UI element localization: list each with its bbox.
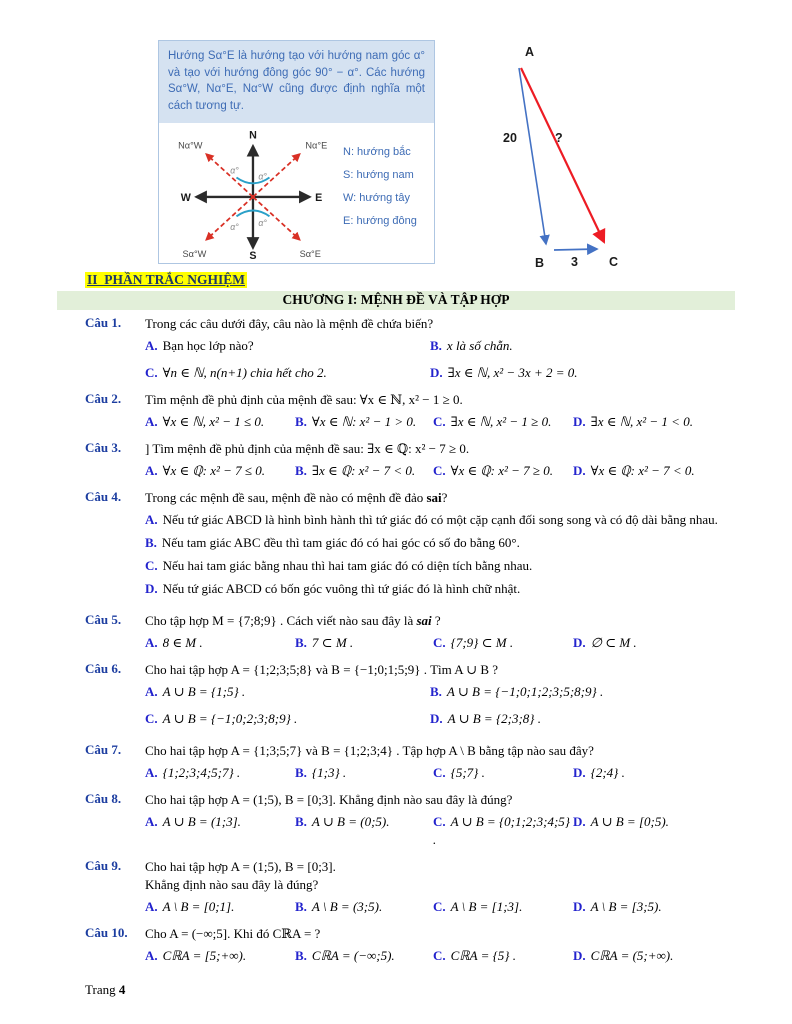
option-label: A.	[145, 948, 158, 963]
question-text-pre: Cho tập hợp M = {7;8;9} . Cách viết nào sau đây là	[145, 613, 417, 628]
option-text: Nếu tứ giác ABCD là hình bình hành thì tứ giác đó có một cặp cạnh đối song song và có độ dài bằng nhau.	[162, 512, 718, 527]
compass-rose-diagram	[161, 127, 343, 261]
legend-east: E: hướng đông	[343, 214, 417, 227]
question-text	[145, 489, 735, 507]
west-label: W	[180, 191, 191, 204]
footer-label: Trang	[85, 982, 116, 997]
option-a	[145, 413, 295, 431]
part-title: II_PHẦN TRẮC NGHIỆM	[87, 272, 246, 287]
question-text-emphasis: sai	[426, 490, 442, 505]
option-a	[145, 511, 735, 529]
option-text: {1;3} .	[311, 765, 347, 780]
question-2	[85, 391, 735, 431]
triangle-diagram	[475, 36, 655, 271]
option-d	[573, 413, 735, 431]
alpha-label-top-right: α°	[258, 171, 267, 182]
question-text-emphasis: sai	[416, 613, 432, 628]
option-label: D.	[430, 365, 443, 380]
chapter-title: CHƯƠNG I: MỆNH ĐỀ VÀ TẬP HỢP	[57, 291, 735, 310]
triangle-figure	[475, 36, 655, 275]
option-d	[145, 580, 735, 598]
option-label: D.	[430, 711, 443, 726]
option-label: B.	[295, 948, 307, 963]
option-text: ∃x ∈ ℚ: x² − 7 < 0.	[311, 463, 416, 478]
option-label: A.	[145, 512, 158, 527]
option-label: C.	[433, 765, 446, 780]
question-text: Tìm mệnh đề phủ định của mệnh đề sau: ∀x ∈ ℕ, x² − 1 ≥ 0.	[145, 392, 463, 407]
option-text: A \ B = [1;3].	[450, 899, 523, 914]
southwest-label: Sα°W	[182, 248, 207, 259]
question-number: Câu 3.	[85, 440, 122, 455]
option-text: A ∪ B = {−1;0;2;3;8;9} .	[162, 711, 298, 726]
option-label: B.	[430, 338, 442, 353]
option-label: C.	[433, 948, 446, 963]
compass-legend	[343, 127, 417, 233]
options	[145, 683, 735, 728]
option-label: B.	[295, 899, 307, 914]
option-text: 7 ⊂ M .	[311, 635, 354, 650]
option-text: A ∪ B = {1;5} .	[162, 684, 246, 699]
option-a	[145, 337, 430, 355]
question-number: Câu 8.	[85, 791, 122, 806]
question-4	[85, 489, 735, 603]
option-label: C.	[433, 414, 446, 429]
legend-south: S: hướng nam	[343, 168, 414, 181]
option-label: A.	[145, 765, 158, 780]
option-d	[573, 634, 735, 652]
alpha-label-top-left: α°	[230, 165, 239, 176]
option-text: CℝA = [5;+∞).	[162, 948, 247, 963]
northwest-label: Nα°W	[178, 140, 203, 151]
southeast-label: Sα°E	[299, 248, 321, 259]
option-c	[145, 364, 430, 382]
question-number: Câu 10.	[85, 925, 128, 940]
option-d	[430, 364, 735, 382]
options	[145, 511, 735, 598]
option-text: ∀x ∈ ℚ: x² − 7 < 0.	[590, 463, 695, 478]
option-text: ∃x ∈ ℕ, x² − 1 < 0.	[590, 414, 693, 429]
option-text: Nếu hai tam giác bằng nhau thì hai tam giác đó có diện tích bằng nhau.	[162, 558, 533, 573]
option-label: A.	[145, 899, 158, 914]
option-d	[573, 462, 735, 480]
question-number: Câu 4.	[85, 489, 122, 504]
side-bc-length-label: 3	[571, 255, 578, 269]
option-label: B.	[145, 535, 157, 550]
option-label: D.	[573, 463, 586, 478]
direction-info-box	[158, 40, 435, 264]
option-label: D.	[145, 581, 158, 596]
question-7	[85, 742, 735, 782]
option-text: {7;9} ⊂ M .	[450, 635, 514, 650]
question-number: Câu 6.	[85, 661, 122, 676]
option-text: A ∪ B = {−1;0;1;2;3;5;8;9} .	[446, 684, 604, 699]
option-text: CℝA = (5;+∞).	[590, 948, 674, 963]
footer-page-number: 4	[118, 982, 126, 997]
question-text	[145, 612, 735, 630]
option-text: {5;7} .	[450, 765, 485, 780]
vertex-b-label: B	[535, 256, 545, 270]
question-text-post: ?	[431, 613, 441, 628]
option-text: ∀x ∈ ℚ: x² − 7 ≤ 0.	[162, 463, 266, 478]
question-text: Cho hai tập hợp A = {1;2;3;5;8} và B = {−1;0;1;5;9} . Tìm A ∪ B ?	[145, 662, 499, 677]
alpha-label-bottom-right: α°	[258, 217, 267, 228]
page-footer	[85, 982, 125, 998]
question-text-post: ?	[441, 490, 448, 505]
option-c	[433, 764, 573, 782]
legend-west: W: hướng tây	[343, 191, 410, 204]
options	[145, 462, 735, 480]
option-b	[295, 947, 433, 965]
option-label: A.	[145, 338, 158, 353]
option-c	[433, 947, 573, 965]
option-label: B.	[430, 684, 442, 699]
side-ac-length-label: ?	[555, 131, 563, 145]
option-label: C.	[433, 899, 446, 914]
option-a	[145, 764, 295, 782]
question-5	[85, 612, 735, 652]
compass-center-dot	[251, 195, 255, 199]
option-text: A ∪ B = (1;3].	[162, 814, 241, 829]
east-label: E	[315, 191, 323, 204]
question-list	[0, 310, 792, 965]
option-a	[145, 898, 295, 916]
option-label: A.	[145, 814, 158, 829]
question-text: Cho hai tập hợp A = {1;3;5;7} và B = {1;2;3;4} . Tập hợp A \ B bằng tập nào sau đây?	[145, 743, 594, 758]
option-text: CℝA = {5} .	[450, 948, 516, 963]
main-content	[0, 272, 792, 974]
vertex-a-label: A	[525, 45, 535, 59]
option-text: A \ B = [0;1].	[162, 899, 235, 914]
option-label: B.	[295, 814, 307, 829]
options	[145, 764, 735, 782]
option-text: Bạn học lớp nào?	[162, 338, 254, 353]
question-number: Câu 9.	[85, 858, 122, 873]
option-b	[430, 337, 735, 355]
question-6	[85, 661, 735, 728]
side-ab-length-label: 20	[503, 131, 517, 145]
option-d	[573, 813, 735, 849]
options	[145, 947, 735, 965]
compass-southwest-arrow	[206, 197, 253, 240]
question-text: Cho hai tập hợp A = (1;5), B = [0;3]. Khẳng định nào sau đây là đúng?	[145, 792, 513, 807]
option-label: B.	[295, 765, 307, 780]
side-bc	[554, 249, 597, 250]
option-a	[145, 634, 295, 652]
option-c	[433, 462, 573, 480]
question-number: Câu 7.	[85, 742, 122, 757]
option-text: ∀x ∈ ℕ, x² − 1 ≤ 0.	[162, 414, 265, 429]
option-a	[145, 947, 295, 965]
option-text: Nếu tam giác ABC đều thì tam giác đó có hai góc có số đo bằng 60°.	[161, 535, 520, 550]
question-text: Cho hai tập hợp A = (1;5), B = [0;3].	[145, 859, 336, 874]
option-label: D.	[573, 814, 586, 829]
option-d	[573, 764, 735, 782]
option-label: D.	[573, 765, 586, 780]
option-b	[295, 462, 433, 480]
question-1	[85, 315, 735, 382]
option-text: {2;4} .	[590, 765, 625, 780]
question-text: Trong các câu dưới đây, câu nào là mệnh đề chứa biến?	[145, 316, 434, 331]
option-a	[145, 462, 295, 480]
option-c	[145, 557, 735, 575]
option-label: B.	[295, 635, 307, 650]
option-text: A ∪ B = {2;3;8} .	[447, 711, 542, 726]
question-3	[85, 440, 735, 480]
option-b	[295, 813, 433, 849]
option-label: B.	[295, 414, 307, 429]
option-label: A.	[145, 635, 158, 650]
options	[145, 413, 735, 431]
option-text: A ∪ B = (0;5).	[311, 814, 390, 829]
option-text: A \ B = [3;5).	[590, 899, 662, 914]
question-text-pre: Trong các mệnh đề sau, mệnh đề nào có mệnh đề đảo	[145, 490, 427, 505]
option-label: D.	[573, 948, 586, 963]
option-label: C.	[433, 635, 446, 650]
option-c	[433, 634, 573, 652]
options	[145, 898, 735, 916]
question-text: ] Tìm mệnh đề phủ định của mệnh đề sau: ∃x ∈ ℚ: x² − 7 ≥ 0.	[145, 441, 470, 456]
option-text: ∃x ∈ ℕ, x² − 3x + 2 = 0.	[447, 365, 578, 380]
option-text: x là số chẵn.	[446, 338, 513, 353]
options	[145, 813, 735, 849]
option-label: C.	[145, 711, 158, 726]
north-label: N	[249, 129, 257, 142]
option-a	[145, 683, 430, 701]
option-text: Nếu tứ giác ABCD có bốn góc vuông thì tứ giác đó là hình chữ nhật.	[162, 581, 521, 596]
option-d	[573, 898, 735, 916]
question-9	[85, 858, 735, 916]
option-c	[433, 898, 573, 916]
options	[145, 634, 735, 652]
option-text: ∀x ∈ ℚ: x² − 7 ≥ 0.	[450, 463, 554, 478]
option-a	[145, 813, 295, 849]
option-label: D.	[573, 635, 586, 650]
question-number: Câu 1.	[85, 315, 122, 330]
option-label: A.	[145, 414, 158, 429]
option-label: D.	[573, 414, 586, 429]
option-label: D.	[573, 899, 586, 914]
northeast-label: Nα°E	[305, 140, 328, 151]
question-text: Cho A = (−∞;5]. Khi đó CℝA = ?	[145, 926, 321, 941]
option-text: ∃x ∈ ℕ, x² − 1 ≥ 0.	[450, 414, 552, 429]
option-d	[573, 947, 735, 965]
option-label: A.	[145, 463, 158, 478]
option-b	[295, 634, 433, 652]
option-c	[433, 813, 573, 849]
question-8	[85, 791, 735, 849]
option-label: C.	[145, 558, 158, 573]
option-text: {1;2;3;4;5;7} .	[162, 765, 241, 780]
option-text: A ∪ B = {0;1;2;3;4;5} .	[433, 814, 570, 847]
vertex-c-label: C	[609, 255, 619, 269]
option-b	[145, 534, 735, 552]
option-text: CℝA = (−∞;5).	[311, 948, 395, 963]
question-10	[85, 925, 735, 965]
option-text: ∀x ∈ ℕ: x² − 1 > 0.	[311, 414, 417, 429]
legend-north: N: hướng bắc	[343, 145, 411, 158]
option-label: C.	[145, 365, 158, 380]
option-label: B.	[295, 463, 307, 478]
south-label: S	[249, 249, 257, 261]
option-d	[430, 710, 735, 728]
alpha-label-bottom-left: α°	[230, 221, 239, 232]
option-label: C.	[433, 814, 446, 829]
compass-figure	[159, 123, 434, 263]
side-ac	[521, 68, 604, 242]
question-number: Câu 2.	[85, 391, 122, 406]
direction-definition-paragraph: Hướng Sα°E là hướng tạo với hướng nam góc α° và tạo với hướng đông góc 90° − α°. Các hướng Sα°W, Nα°E, Nα°W cũng được định nghĩa một cách tương tự.	[159, 41, 434, 123]
option-c	[433, 413, 573, 431]
option-text: 8 ∈ M .	[162, 635, 203, 650]
option-b	[295, 413, 433, 431]
option-c	[145, 710, 430, 728]
option-label: C.	[433, 463, 446, 478]
question-text-line2: Khẳng định nào sau đây là đúng?	[145, 877, 319, 892]
option-text: A \ B = (3;5).	[311, 899, 383, 914]
option-b	[295, 764, 433, 782]
option-label: A.	[145, 684, 158, 699]
option-text: A ∪ B = [0;5).	[590, 814, 669, 829]
option-text: ∀n ∈ ℕ, n(n+1) chia hết cho 2.	[162, 365, 327, 380]
options	[145, 337, 735, 382]
option-text: ∅ ⊂ M .	[590, 635, 637, 650]
option-b	[295, 898, 433, 916]
question-number: Câu 5.	[85, 612, 122, 627]
option-b	[430, 683, 735, 701]
